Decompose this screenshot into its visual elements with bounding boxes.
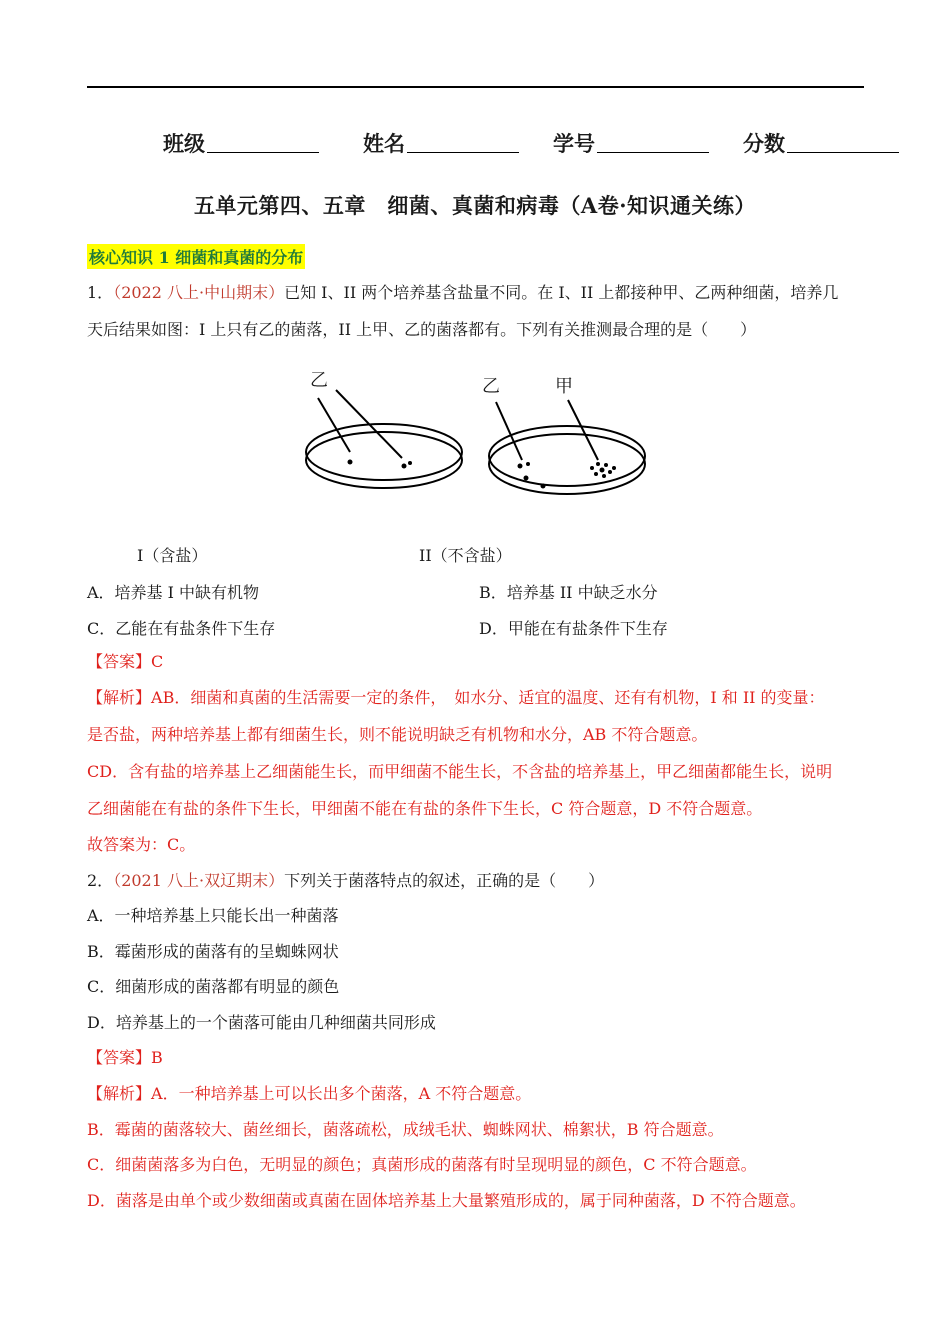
q1-stem-line-1 bbox=[87, 282, 838, 304]
class-field bbox=[163, 128, 319, 158]
score-blank bbox=[787, 132, 899, 153]
q2-option-c: C．细菌形成的菌落都有明显的颜色 bbox=[87, 977, 340, 996]
q1-source: （2022 八上·中山期末） bbox=[113, 283, 285, 302]
colony bbox=[590, 466, 594, 470]
colony bbox=[408, 461, 412, 465]
caption-dish-1: I（含盐） bbox=[137, 546, 208, 565]
q2-source: （2021 八上·双辽期末） bbox=[113, 871, 285, 890]
dish-1-pointer-a bbox=[318, 398, 350, 452]
score-field bbox=[743, 128, 899, 158]
colony bbox=[402, 464, 407, 469]
q2-option-b: B．霉菌形成的菌落有的呈蜘蛛网状 bbox=[87, 942, 339, 961]
colony bbox=[608, 470, 612, 474]
q1-number: 1． bbox=[87, 283, 114, 302]
q1-option-c: C．乙能在有盐条件下生存 bbox=[87, 619, 276, 638]
q2-analysis-b: B．霉菌的菌落较大、菌丝细长，菌落疏松，成绒毛状、蜘蛛网状、棉絮状，B 符合题意。 bbox=[87, 1120, 724, 1139]
q2-analysis-d: D．菌落是由单个或少数细菌或真菌在固体培养基上大量繁殖形成的，属于同种菌落，D 不符合题意。 bbox=[87, 1191, 806, 1210]
q1-option-a: A．培养基 I 中缺有机物 bbox=[87, 583, 260, 602]
q2-option-a: A．一种培养基上只能长出一种菌落 bbox=[87, 906, 339, 925]
q1-answer-tag: 【答案】 bbox=[87, 652, 152, 671]
colony bbox=[526, 462, 530, 466]
id-label: 学号 bbox=[553, 131, 595, 156]
q1-option-d: D．甲能在有盐条件下生存 bbox=[479, 619, 668, 638]
q1-analysis-line-3: CD．含有盐的培养基上乙细菌能生长，而甲细菌不能生长，不含盐的培养基上，甲乙细菌都能生长，说明 bbox=[87, 762, 833, 781]
q2-analysis-text-a: A．一种培养基上可以长出多个菌落，A 不符合题意。 bbox=[151, 1084, 532, 1103]
name-field bbox=[363, 128, 519, 158]
colony bbox=[602, 474, 606, 478]
caption-dish-2: II（不含盐） bbox=[419, 546, 512, 565]
id-blank bbox=[597, 132, 709, 153]
section-heading: 核心知识 1 细菌和真菌的分布 bbox=[87, 244, 305, 269]
score-label: 分数 bbox=[743, 131, 785, 156]
q2-analysis-tag: 【解析】 bbox=[87, 1084, 152, 1103]
colony bbox=[604, 463, 608, 467]
dish-2 bbox=[489, 400, 645, 494]
q2-answer bbox=[87, 1047, 163, 1069]
name-label: 姓名 bbox=[363, 131, 405, 156]
class-blank bbox=[207, 132, 319, 153]
fig-label-jia: 甲 bbox=[555, 376, 573, 397]
top-rule bbox=[87, 86, 864, 88]
q1-conclusion: 故答案为：C。 bbox=[87, 835, 196, 854]
colony bbox=[524, 476, 529, 481]
id-field bbox=[553, 128, 709, 158]
colony bbox=[518, 464, 523, 469]
dish-2-pointer-jia bbox=[568, 400, 598, 460]
colony bbox=[594, 472, 598, 476]
colony bbox=[541, 484, 546, 489]
q1-analysis-text-1: AB．细菌和真菌的生活需要一定的条件， 如水分、适宜的温度、还有有机物，I 和 II 的变量： bbox=[151, 688, 825, 707]
fig-label-yi-1: 乙 bbox=[310, 370, 328, 391]
q1-analysis-line-4: 乙细菌能在有盐的条件下生长，甲细菌不能在有盐的条件下生长，C 符合题意，D 不符合题意。 bbox=[87, 799, 763, 818]
colony bbox=[612, 466, 616, 470]
dish-2-colonies bbox=[518, 462, 617, 489]
q1-analysis-line-2: 是否盐，两种培养基上都有细菌生长，则不能说明缺乏有机物和水分，AB 不符合题意。 bbox=[87, 725, 708, 744]
q2-answer-tag: 【答案】 bbox=[87, 1048, 152, 1067]
q2-stem-text: 下列关于菌落特点的叙述，正确的是（ ） bbox=[284, 871, 605, 890]
q2-analysis-c: C．细菌菌落多为白色，无明显的颜色；真菌形成的菌落有时呈现明显的颜色，C 不符合题意。 bbox=[87, 1155, 757, 1174]
q2-option-d: D．培养基上的一个菌落可能由几种细菌共同形成 bbox=[87, 1013, 436, 1032]
q1-analysis-tag: 【解析】 bbox=[87, 688, 152, 707]
name-blank bbox=[407, 132, 519, 153]
fig-label-yi-2: 乙 bbox=[482, 376, 500, 397]
q1-stem-text-1: 已知 I、II 两个培养基含盐量不同。在 I、II 上都接种甲、乙两种细菌，培养几 bbox=[284, 283, 839, 302]
petri-dish-figure bbox=[300, 360, 660, 530]
q1-analysis-line-1 bbox=[87, 687, 825, 709]
dish-1-colonies bbox=[348, 460, 413, 469]
q1-answer bbox=[87, 651, 163, 673]
q2-number: 2． bbox=[87, 871, 114, 890]
q1-stem-line-2: 天后结果如图：I 上只有乙的菌落，II 上甲、乙的菌落都有。下列有关推测最合理的是（ ） bbox=[87, 320, 757, 339]
colony bbox=[348, 460, 353, 465]
q2-answer-value: B bbox=[151, 1048, 163, 1067]
q2-analysis-a bbox=[87, 1083, 531, 1105]
colony bbox=[596, 462, 600, 466]
page-title: 五单元第四、五章 细菌、真菌和病毒（A卷·知识通关练） bbox=[193, 193, 757, 218]
colony bbox=[600, 468, 605, 473]
dish-2-pointer-yi bbox=[496, 402, 522, 460]
dish-1 bbox=[306, 390, 462, 488]
q2-stem-line bbox=[87, 870, 604, 892]
q1-option-b: B．培养基 II 中缺乏水分 bbox=[479, 583, 658, 602]
q1-answer-value: C bbox=[151, 652, 164, 671]
class-label: 班级 bbox=[163, 131, 205, 156]
